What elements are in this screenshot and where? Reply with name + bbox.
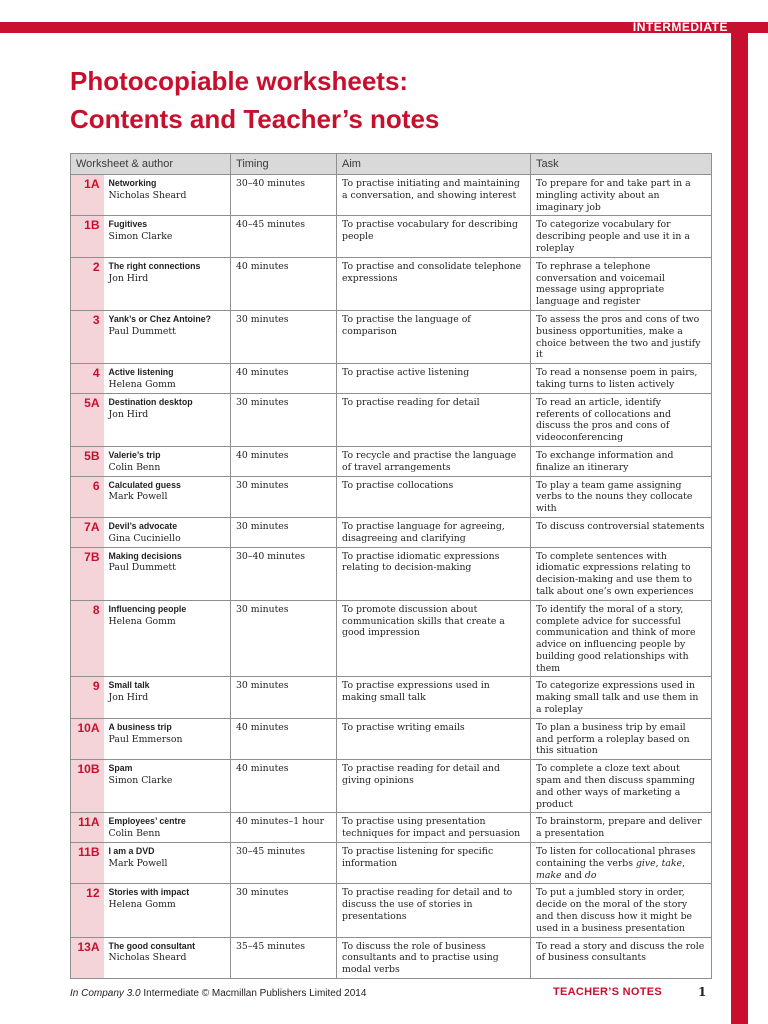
worksheet-cell — [104, 760, 231, 813]
aim-cell: To practise using presentation techniques for impact and persuasion — [337, 813, 531, 843]
worksheet-cell — [104, 476, 231, 517]
table-row — [71, 476, 712, 517]
worksheet-title: Small talk — [108, 680, 150, 691]
worksheet-number: 6 — [71, 476, 104, 517]
table-row — [71, 813, 712, 843]
worksheet-title: A business trip — [108, 721, 172, 732]
aim-cell: To practise collocations — [337, 476, 531, 517]
column-header-aim: Aim — [337, 154, 531, 175]
worksheet-number: 7B — [71, 547, 104, 600]
table-row — [71, 364, 712, 394]
task-cell: To identify the moral of a story, complete advice for successful communication and think of more advice on influencing people by building good relationships with them — [531, 600, 712, 677]
aim-cell: To practise reading for detail and giving opinions — [337, 760, 531, 813]
worksheet-title: Valerie’s trip — [108, 449, 161, 460]
worksheet-title: Stories with impact — [108, 887, 190, 898]
worksheet-number: 2 — [71, 257, 104, 310]
timing-cell: 30 minutes — [231, 517, 337, 547]
footer-section-label: TEACHER’S NOTES — [553, 986, 663, 998]
worksheet-number: 1B — [71, 216, 104, 257]
column-header-timing: Timing — [231, 154, 337, 175]
worksheet-number: 13A — [71, 937, 104, 978]
worksheet-number: 12 — [71, 884, 104, 937]
worksheet-author: Helena Gomm — [108, 899, 176, 911]
timing-cell: 30 minutes — [231, 393, 337, 446]
table-row — [71, 884, 712, 937]
page-title — [70, 62, 439, 138]
aim-cell: To practise initiating and maintaining a conversation, and showing interest — [337, 175, 531, 216]
table-header-row — [71, 154, 712, 175]
worksheet-number: 11A — [71, 813, 104, 843]
worksheet-cell — [104, 843, 231, 884]
timing-cell: 40 minutes — [231, 364, 337, 394]
timing-cell: 30 minutes — [231, 677, 337, 718]
task-cell: To complete a cloze text about spam and then discuss spamming and other ways of marketing a product — [531, 760, 712, 813]
worksheet-title: Calculated guess — [108, 479, 181, 490]
worksheet-number: 9 — [71, 677, 104, 718]
worksheet-cell — [104, 364, 231, 394]
worksheet-cell — [104, 718, 231, 759]
worksheet-title: Yank’s or Chez Antoine? — [108, 313, 211, 324]
worksheet-title: The good consultant — [108, 940, 195, 951]
table-row — [71, 718, 712, 759]
aim-cell: To practise writing emails — [337, 718, 531, 759]
worksheet-title: Influencing people — [108, 603, 187, 614]
timing-cell: 40–45 minutes — [231, 216, 337, 257]
task-cell: To discuss controversial statements — [531, 517, 712, 547]
worksheet-number: 11B — [71, 843, 104, 884]
worksheet-author: Mark Powell — [108, 857, 168, 869]
task-cell: To read a nonsense poem in pairs, taking turns to listen actively — [531, 364, 712, 394]
task-cell: To categorize vocabulary for describing people and use it in a roleplay — [531, 216, 712, 257]
aim-cell: To practise expressions used in making small talk — [337, 677, 531, 718]
aim-cell: To practise reading for detail — [337, 393, 531, 446]
timing-cell: 30 minutes — [231, 476, 337, 517]
task-cell: To put a jumbled story in order, decide on the moral of the story and then discuss how it might be used in a business presentation — [531, 884, 712, 937]
worksheet-title: Devil’s advocate — [108, 520, 178, 531]
timing-cell: 30–40 minutes — [231, 175, 337, 216]
worksheet-author: Paul Dummett — [108, 562, 176, 574]
worksheet-title: Destination desktop — [108, 396, 193, 407]
table-row — [71, 600, 712, 677]
worksheet-title: The right connections — [108, 260, 201, 271]
table-row — [71, 446, 712, 476]
timing-cell: 30–45 minutes — [231, 843, 337, 884]
worksheet-cell — [104, 517, 231, 547]
table-row — [71, 393, 712, 446]
task-cell: To brainstorm, prepare and deliver a presentation — [531, 813, 712, 843]
aim-cell: To practise vocabulary for describing people — [337, 216, 531, 257]
worksheet-cell — [104, 216, 231, 257]
worksheet-number: 4 — [71, 364, 104, 394]
timing-cell: 30 minutes — [231, 310, 337, 363]
aim-cell: To recycle and practise the language of travel arrangements — [337, 446, 531, 476]
worksheet-author: Nicholas Sheard — [108, 952, 187, 964]
worksheet-author: Colin Benn — [108, 461, 161, 473]
table-row — [71, 677, 712, 718]
column-header-worksheet: Worksheet & author — [71, 154, 231, 175]
worksheet-cell — [104, 175, 231, 216]
worksheet-title: Spam — [108, 763, 133, 774]
table-row — [71, 175, 712, 216]
task-cell: To read an article, identify referents of collocations and discuss the pros and cons of videoconferencing — [531, 393, 712, 446]
table-row — [71, 517, 712, 547]
table-row — [71, 937, 712, 978]
task-cell: To read a story and discuss the role of business consultants — [531, 937, 712, 978]
task-cell: To assess the pros and cons of two business opportunities, make a choice between the two and justify it — [531, 310, 712, 363]
side-accent-bar — [731, 22, 748, 1024]
task-cell: To complete sentences with idiomatic expressions relating to decision-making and use them to talk about one’s own experiences — [531, 547, 712, 600]
worksheet-cell — [104, 677, 231, 718]
footer-copyright-text: Intermediate © Macmillan Publishers Limited 2014 — [140, 988, 367, 999]
timing-cell: 40 minutes–1 hour — [231, 813, 337, 843]
task-cell: To categorize expressions used in making small talk and use them in a roleplay — [531, 677, 712, 718]
worksheet-title: Active listening — [108, 367, 174, 378]
worksheet-number: 7A — [71, 517, 104, 547]
worksheet-cell — [104, 937, 231, 978]
table-row — [71, 843, 712, 884]
worksheet-author: Helena Gomm — [108, 378, 176, 390]
worksheet-title: Making decisions — [108, 550, 182, 561]
table-row — [71, 760, 712, 813]
table-row — [71, 310, 712, 363]
page-number: 1 — [698, 985, 707, 999]
timing-cell: 40 minutes — [231, 718, 337, 759]
contents-table — [70, 153, 712, 979]
timing-cell: 30 minutes — [231, 884, 337, 937]
worksheet-number: 3 — [71, 310, 104, 363]
worksheet-author: Jon Hird — [108, 408, 149, 420]
page-title-line-1: Photocopiable worksheets: — [70, 66, 409, 96]
worksheet-number: 1A — [71, 175, 104, 216]
timing-cell: 40 minutes — [231, 760, 337, 813]
timing-cell: 40 minutes — [231, 257, 337, 310]
aim-cell: To practise and consolidate telephone expressions — [337, 257, 531, 310]
worksheet-cell — [104, 884, 231, 937]
worksheet-author: Colin Benn — [108, 828, 161, 840]
worksheet-number: 5B — [71, 446, 104, 476]
worksheet-cell — [104, 257, 231, 310]
worksheet-cell — [104, 310, 231, 363]
worksheet-author: Nicholas Sheard — [108, 189, 187, 201]
task-cell: To exchange information and finalize an itinerary — [531, 446, 712, 476]
worksheet-cell — [104, 813, 231, 843]
worksheet-title: Fugitives — [108, 219, 148, 230]
task-cell: To prepare for and take part in a mingling activity about an imaginary job — [531, 175, 712, 216]
timing-cell: 30 minutes — [231, 600, 337, 677]
worksheet-cell — [104, 393, 231, 446]
aim-cell: To practise listening for specific information — [337, 843, 531, 884]
table-row — [71, 257, 712, 310]
worksheet-author: Mark Powell — [108, 491, 168, 503]
worksheet-author: Helena Gomm — [108, 615, 176, 627]
aim-cell: To practise the language of comparison — [337, 310, 531, 363]
worksheet-author: Gina Cuciniello — [108, 532, 181, 544]
column-header-task: Task — [531, 154, 712, 175]
page-title-line-2: Contents and Teacher’s notes — [70, 104, 440, 134]
worksheet-author: Simon Clarke — [108, 775, 173, 787]
footer-copyright — [70, 988, 366, 999]
worksheet-cell — [104, 547, 231, 600]
worksheet-author: Jon Hird — [108, 272, 149, 284]
worksheet-number: 10A — [71, 718, 104, 759]
worksheet-number: 5A — [71, 393, 104, 446]
worksheet-author: Paul Emmerson — [108, 733, 183, 745]
task-cell: To play a team game assigning verbs to the nouns they collocate with — [531, 476, 712, 517]
table-row — [71, 216, 712, 257]
task-cell: To rephrase a telephone conversation and voicemail message using appropriate language and register — [531, 257, 712, 310]
worksheet-title: I am a DVD — [108, 846, 155, 857]
aim-cell: To promote discussion about communication skills that create a good impression — [337, 600, 531, 677]
worksheet-title: Employees’ centre — [108, 816, 186, 827]
task-cell: To plan a business trip by email and perform a roleplay based on this situation — [531, 718, 712, 759]
timing-cell: 40 minutes — [231, 446, 337, 476]
worksheet-cell — [104, 446, 231, 476]
aim-cell: To discuss the role of business consultants and to practise using modal verbs — [337, 937, 531, 978]
aim-cell: To practise language for agreeing, disagreeing and clarifying — [337, 517, 531, 547]
aim-cell: To practise active listening — [337, 364, 531, 394]
table-row — [71, 547, 712, 600]
worksheet-number: 10B — [71, 760, 104, 813]
footer-book-title: In Company 3.0 — [70, 988, 141, 999]
worksheet-author: Simon Clarke — [108, 231, 173, 243]
worksheet-number: 8 — [71, 600, 104, 677]
worksheet-author: Paul Dummett — [108, 325, 176, 337]
aim-cell: To practise reading for detail and to discuss the use of stories in presentations — [337, 884, 531, 937]
worksheet-cell — [104, 600, 231, 677]
worksheet-author: Jon Hird — [108, 692, 149, 704]
worksheet-title: Networking — [108, 178, 157, 188]
aim-cell: To practise idiomatic expressions relating to decision-making — [337, 547, 531, 600]
level-label: INTERMEDIATE — [632, 20, 728, 34]
timing-cell: 35–45 minutes — [231, 937, 337, 978]
timing-cell: 30–40 minutes — [231, 547, 337, 600]
task-cell: To listen for collocational phrases containing the verbs give, take, make and do — [531, 843, 712, 884]
